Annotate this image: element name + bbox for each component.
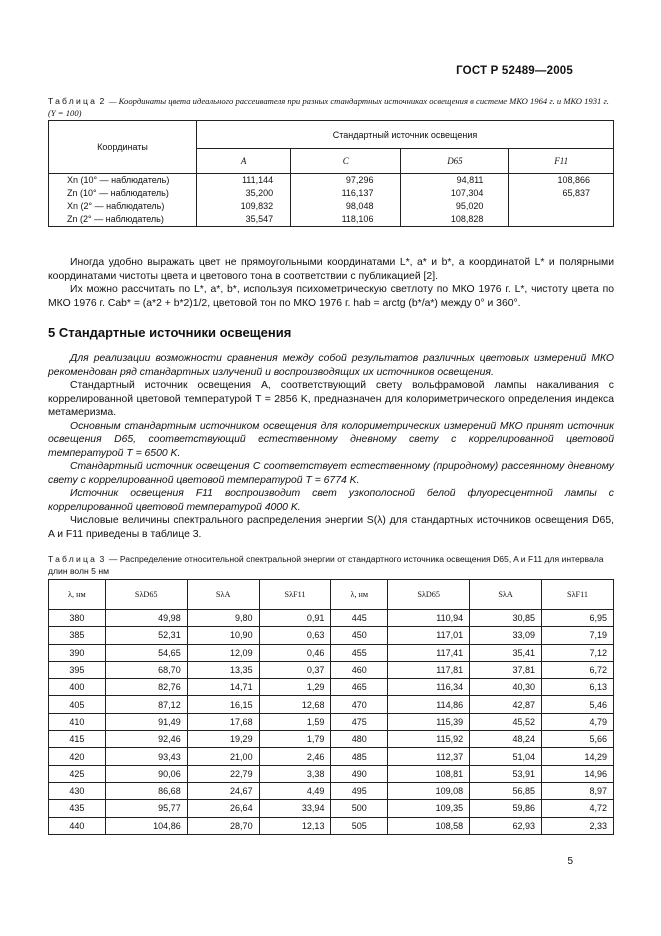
table3-cell: 116,34: [388, 679, 470, 696]
table3-cell: 56,85: [470, 782, 542, 799]
table3-cell: 505: [331, 817, 388, 834]
table3-cell: 380: [49, 610, 106, 627]
paragraph: Стандартный источник освещения A, соответствующий свету вольфрамовой лампы накаливания с коррелированной цветовой температурой T = 2856 K, предназначен для колориметрического определения индекса метамеризма.: [48, 380, 614, 418]
table3-cell: 110,94: [388, 610, 470, 627]
table2-caption: [48, 95, 613, 119]
table2-col-coord: Координаты: [49, 121, 197, 174]
table3-cell: 42,87: [470, 696, 542, 713]
table3-cell: 12,13: [259, 817, 331, 834]
table2-cell: 118,106: [291, 213, 401, 227]
table3-cell: 1,59: [259, 713, 331, 730]
table3-header-cell: SλD65: [388, 580, 470, 610]
table2-source-a: A: [197, 149, 291, 174]
table3-cell: 22,79: [187, 765, 259, 782]
table3-header-cell: SλF11: [542, 580, 614, 610]
table3-cell: 400: [49, 679, 106, 696]
table-row: [49, 679, 614, 696]
table3-cell: 115,92: [388, 731, 470, 748]
table3-cell: 33,94: [259, 800, 331, 817]
table3-cell: 385: [49, 627, 106, 644]
table3-cell: 0,37: [259, 661, 331, 678]
table3-cell: 4,79: [542, 713, 614, 730]
table3-cell: 6,95: [542, 610, 614, 627]
table2-coord: Zn (10° — наблюдатель): [49, 187, 197, 200]
table3-header-cell: λ, нм: [331, 580, 388, 610]
page-number: 5: [567, 856, 573, 867]
table3-cell: 0,63: [259, 627, 331, 644]
table3-cell: 410: [49, 713, 106, 730]
table2: [48, 120, 614, 227]
table3-cell: 86,68: [105, 782, 187, 799]
table3-cell: 6,72: [542, 661, 614, 678]
table3-cell: 13,35: [187, 661, 259, 678]
table2-cell: 94,811: [401, 174, 509, 188]
table3-cell: 14,71: [187, 679, 259, 696]
table3-cell: 12,68: [259, 696, 331, 713]
table3-cell: 9,80: [187, 610, 259, 627]
table3-cell: 440: [49, 817, 106, 834]
table3-cell: 30,85: [470, 610, 542, 627]
table3-cell: 93,43: [105, 748, 187, 765]
table2-source-f11: F11: [509, 149, 614, 174]
table-row: [49, 610, 614, 627]
table3-cell: 460: [331, 661, 388, 678]
table-row: [49, 713, 614, 730]
table3-cell: 33,09: [470, 627, 542, 644]
table3-caption-text: — Распределение относительной спектральной энергии от стандартного источника освещения D65, A и F11 для интервала длин волн 5 нм: [48, 554, 604, 576]
table3-cell: 12,09: [187, 644, 259, 661]
table3-cell: 14,29: [542, 748, 614, 765]
table3-cell: 92,46: [105, 731, 187, 748]
table3-cell: 117,41: [388, 644, 470, 661]
doc-number: ГОСТ Р 52489—2005: [456, 65, 573, 77]
table3-cell: 108,58: [388, 817, 470, 834]
table3-cell: 475: [331, 713, 388, 730]
table3-cell: 455: [331, 644, 388, 661]
table2-caption-number: 2: [99, 96, 107, 106]
paragraphs-illuminants: [48, 352, 614, 541]
table3-cell: 48,24: [470, 731, 542, 748]
table3-cell: 490: [331, 765, 388, 782]
table-row: [49, 187, 614, 200]
table3-cell: 95,77: [105, 800, 187, 817]
table3-cell: 51,04: [470, 748, 542, 765]
table-row: [49, 731, 614, 748]
table3-cell: 114,86: [388, 696, 470, 713]
paragraph: Для реализации возможности сравнения между собой результатов различных цветовых измерений МКО рекомендован ряд стандартных излучений и воспроизводящих их источников освещения.: [48, 353, 614, 378]
paragraph: Иногда удобно выражать цвет не прямоугольными координатами L*, a* и b*, а координатой L* и полярными координатами чистоты цвета и цветового тона в соответствии с публикацией [2].: [48, 257, 614, 282]
table3-cell: 19,29: [187, 731, 259, 748]
table2-cell: 98,048: [291, 200, 401, 213]
table-row: [49, 748, 614, 765]
table3-header-row: [49, 580, 614, 610]
paragraph: Числовые величины спектрального распределения энергии S(λ) для стандартных источников освещения D65, A и F11 приведены в таблице 3.: [48, 515, 614, 540]
table2-cell: 107,304: [401, 187, 509, 200]
table3-cell: 45,52: [470, 713, 542, 730]
table-row: [49, 696, 614, 713]
table3-cell: 465: [331, 679, 388, 696]
table-row: [49, 661, 614, 678]
table3-cell: 3,38: [259, 765, 331, 782]
table2-coord: Zn (2° — наблюдатель): [49, 213, 197, 227]
table3-cell: 90,06: [105, 765, 187, 782]
table3-cell: 390: [49, 644, 106, 661]
paragraphs-polar-coords: [48, 256, 614, 310]
table3-cell: 24,67: [187, 782, 259, 799]
table3-cell: 49,98: [105, 610, 187, 627]
table2-cell: 65,837: [509, 187, 614, 200]
table3-cell: 10,90: [187, 627, 259, 644]
table3-caption: [48, 553, 613, 577]
table3-cell: 104,86: [105, 817, 187, 834]
table3-cell: 87,12: [105, 696, 187, 713]
table3-cell: 109,08: [388, 782, 470, 799]
table3-cell: 108,81: [388, 765, 470, 782]
table2-caption-text: — Координаты цвета идеального рассеивателя при разных стандартных источниках освещения в системе МКО 1964 г. и МКО 1931 г. (Y = 100): [48, 96, 609, 118]
table3-cell: 500: [331, 800, 388, 817]
table3-cell: 0,91: [259, 610, 331, 627]
table3-cell: 2,33: [542, 817, 614, 834]
table3-cell: 52,31: [105, 627, 187, 644]
table3-header-cell: SλA: [187, 580, 259, 610]
table-row: [49, 644, 614, 661]
table3-header-cell: SλF11: [259, 580, 331, 610]
table2-source-c: C: [291, 149, 401, 174]
table3: [48, 579, 614, 835]
table3-cell: 28,70: [187, 817, 259, 834]
table2-caption-label: Таблица: [48, 96, 98, 106]
table3-cell: 430: [49, 782, 106, 799]
table3-caption-label: Таблица: [48, 554, 98, 564]
table3-cell: 26,64: [187, 800, 259, 817]
table3-cell: 62,93: [470, 817, 542, 834]
table3-cell: 7,12: [542, 644, 614, 661]
table3-cell: 405: [49, 696, 106, 713]
table3-cell: 5,66: [542, 731, 614, 748]
paragraph: Основным стандартным источником освещения для колориметрических измерений МКО принят источник освещения D65, соответствующий естественному дневному свету с коррелированной цветовой температурой T = 6500 K.: [48, 420, 614, 459]
table2-cell: [509, 213, 614, 227]
table3-cell: 485: [331, 748, 388, 765]
table3-header-cell: λ, нм: [49, 580, 106, 610]
table2-source-d65: D65: [401, 149, 509, 174]
table2-cell: 95,020: [401, 200, 509, 213]
table3-cell: 395: [49, 661, 106, 678]
table3-cell: 59,86: [470, 800, 542, 817]
table3-caption-number: 3: [99, 554, 107, 564]
table3-cell: 4,49: [259, 782, 331, 799]
table2-cell: 109,832: [197, 200, 291, 213]
table3-cell: 117,01: [388, 627, 470, 644]
table2-col-group: Стандартный источник освещения: [197, 121, 614, 149]
table3-cell: 445: [331, 610, 388, 627]
table3-cell: 5,46: [542, 696, 614, 713]
table2-coord: Xn (10° — наблюдатель): [49, 174, 197, 188]
table3-cell: 435: [49, 800, 106, 817]
table-row: [49, 174, 614, 188]
table2-cell: 35,200: [197, 187, 291, 200]
table-row: [49, 627, 614, 644]
table3-cell: 415: [49, 731, 106, 748]
table3-cell: 1,79: [259, 731, 331, 748]
table3-cell: 4,72: [542, 800, 614, 817]
table3-cell: 420: [49, 748, 106, 765]
section-title: 5 Стандартные источники освещения: [48, 325, 292, 340]
table3-cell: 7,19: [542, 627, 614, 644]
table3-cell: 82,76: [105, 679, 187, 696]
table2-cell: 108,866: [509, 174, 614, 188]
table3-cell: 495: [331, 782, 388, 799]
table3-header-cell: SλA: [470, 580, 542, 610]
table3-cell: 40,30: [470, 679, 542, 696]
table3-cell: 117,81: [388, 661, 470, 678]
table3-cell: 14,96: [542, 765, 614, 782]
table-row: [49, 782, 614, 799]
table3-cell: 53,91: [470, 765, 542, 782]
table3-cell: 16,15: [187, 696, 259, 713]
table-row: [49, 213, 614, 227]
table3-body: [49, 610, 614, 835]
table3-cell: 470: [331, 696, 388, 713]
table3-cell: 91,49: [105, 713, 187, 730]
table3-cell: 54,65: [105, 644, 187, 661]
table3-cell: 21,00: [187, 748, 259, 765]
table2-cell: 116,137: [291, 187, 401, 200]
table2-cell: 108,828: [401, 213, 509, 227]
table3-cell: 35,41: [470, 644, 542, 661]
table-row: [49, 765, 614, 782]
table3-cell: 109,35: [388, 800, 470, 817]
table3-cell: 2,46: [259, 748, 331, 765]
table2-cell: [509, 200, 614, 213]
paragraph: Их можно рассчитать по L*, a*, b*, используя психометрическую светлоту по МКО 1976 г. L*, чистоту цвета по МКО 1976 г. Cab* = (a*2 + b*2)1/2, цветовой тон по МКО 1976 г. hab = arctg (b*/a*) между 0° и 360°.: [48, 284, 614, 309]
table3-cell: 0,46: [259, 644, 331, 661]
table3-cell: 1,29: [259, 679, 331, 696]
table3-cell: 8,97: [542, 782, 614, 799]
table3-cell: 425: [49, 765, 106, 782]
table3-cell: 68,70: [105, 661, 187, 678]
table3-cell: 37,81: [470, 661, 542, 678]
paragraph: Стандартный источник освещения C соответствует естественному (природному) рассеянному дневному свету с коррелированной цветовой температурой T = 6774 K.: [48, 461, 614, 486]
table3-cell: 6,13: [542, 679, 614, 696]
table3-cell: 17,68: [187, 713, 259, 730]
table-row: [49, 800, 614, 817]
table2-coord: Xn (2° — наблюдатель): [49, 200, 197, 213]
table2-cell: 35,547: [197, 213, 291, 227]
table-row: [49, 817, 614, 834]
paragraph: Источник освещения F11 воспроизводит свет узкополосной белой флуоресцентной лампы с коррелированной цветовой температурой 4000 K.: [48, 488, 614, 513]
table2-cell: 111,144: [197, 174, 291, 188]
table3-cell: 450: [331, 627, 388, 644]
table3-header-cell: SλD65: [105, 580, 187, 610]
table3-cell: 115,39: [388, 713, 470, 730]
table3-cell: 480: [331, 731, 388, 748]
table3-cell: 112,37: [388, 748, 470, 765]
table-row: [49, 200, 614, 213]
table2-cell: 97,296: [291, 174, 401, 188]
